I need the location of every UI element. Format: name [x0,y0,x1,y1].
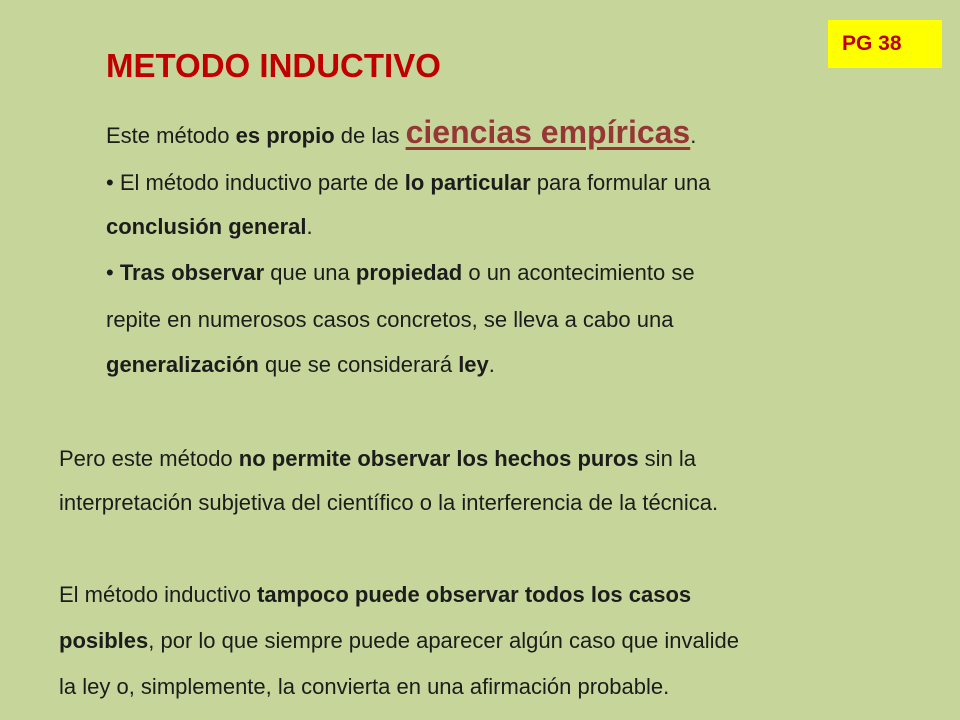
text-run: que se considerará [258,352,459,377]
text-run: . [488,352,495,377]
emphasis-link-text: ciencias empíricas [405,114,691,150]
bullet-line-2-cont [106,305,673,335]
bold-run: posibles [59,628,149,653]
text-run: que una [264,260,356,285]
bold-run: propiedad [355,260,463,285]
text-run: Este método [106,123,236,148]
text-run: . [690,123,697,148]
bold-run: ley [458,352,489,377]
bullet-line-1 [106,168,710,198]
text-run: para formular una [530,170,711,195]
paragraph-3-line-3 [59,672,669,702]
bold-run: no permite observar los hechos puros [238,446,639,471]
text-run: repite en numerosos casos concretos, se lleva a cabo una [106,307,674,332]
bullet-line-2 [106,258,695,288]
text-run: o un acontecimiento se [462,260,695,285]
bold-run: conclusión general [106,214,307,239]
bold-run: tampoco puede observar todos los casos [257,582,692,607]
text-line-1 [106,114,697,151]
bold-run: generalización [106,352,259,377]
slide-title: METODO INDUCTIVO [106,47,441,84]
bullet-line-1-cont [106,212,313,242]
text-run: Pero este método [59,446,239,471]
bold-run: lo particular [404,170,531,195]
page-number-badge: PG 38 [828,20,942,68]
text-run: • [106,260,120,285]
paragraph-3-line-1 [59,580,691,610]
paragraph-2-line-2 [59,488,718,518]
bold-run: Tras observar [119,260,265,285]
bullet-line-2-end [106,350,495,380]
text-run: . [306,214,313,239]
text-run: • El método inductivo parte de [106,170,405,195]
text-run: El método inductivo [59,582,258,607]
text-run: sin la [638,446,697,471]
text-run: interpretación subjetiva del científico o la interferencia de la técnica. [59,490,719,515]
text-run: la ley o, simplemente, la convierta en una afirmación probable. [59,674,670,699]
text-run: , por lo que siempre puede aparecer algún caso que invalide [148,628,739,653]
paragraph-2-line-1 [59,444,696,474]
text-run: de las [334,123,406,148]
bold-run: es propio [235,123,335,148]
paragraph-3-line-2 [59,626,739,656]
